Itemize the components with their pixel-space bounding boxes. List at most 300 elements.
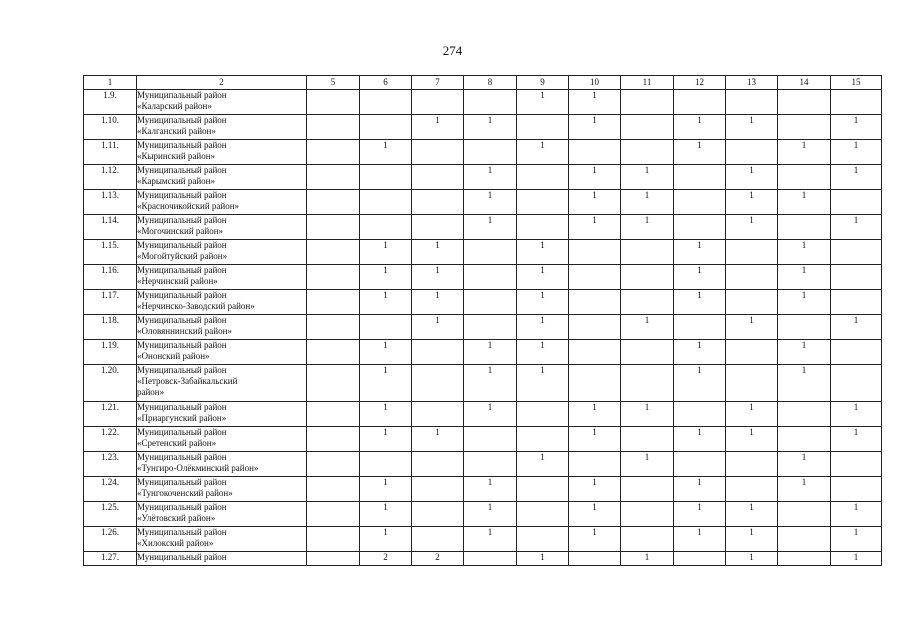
value-cell-col-7: 2 [412, 552, 464, 566]
value-cell-col-8: 1 [464, 190, 517, 215]
district-name [137, 265, 307, 290]
value-cell-col-14 [778, 502, 831, 527]
value-cell-col-11 [621, 527, 674, 552]
value-cell-col-12: 1 [674, 140, 726, 165]
value-cell-col-12 [674, 402, 726, 427]
value-cell-col-10 [569, 452, 621, 477]
value-cell-col-15 [831, 265, 882, 290]
district-name-line: Муниципальный район [137, 315, 227, 325]
value-cell-col-11 [621, 115, 674, 140]
value-cell-col-14 [778, 165, 831, 190]
row-number: 1.27. [84, 552, 137, 566]
value-cell-col-5 [307, 315, 360, 340]
value-cell-col-8 [464, 315, 517, 340]
value-cell-col-15 [831, 240, 882, 265]
value-cell-col-13 [726, 290, 778, 315]
value-cell-col-5 [307, 340, 360, 365]
table-row [84, 402, 882, 427]
row-number: 1.19. [84, 340, 137, 365]
row-number: 1.9. [84, 90, 137, 115]
value-cell-col-5 [307, 502, 360, 527]
value-cell-col-14: 1 [778, 477, 831, 502]
column-header-1: 1 [84, 76, 137, 90]
value-cell-col-12: 1 [674, 477, 726, 502]
district-name-line: «Могочинский район» [137, 226, 224, 236]
value-cell-col-7 [412, 452, 464, 477]
value-cell-col-6 [360, 452, 412, 477]
district-name-line: «Сретенский район» [137, 438, 217, 448]
value-cell-col-5 [307, 552, 360, 566]
value-cell-col-12 [674, 190, 726, 215]
district-name-line: «Оловяннинский район» [137, 326, 232, 336]
value-cell-col-15: 1 [831, 527, 882, 552]
value-cell-col-10: 1 [569, 477, 621, 502]
value-cell-col-8: 1 [464, 502, 517, 527]
value-cell-col-5 [307, 365, 360, 402]
table-row [84, 315, 882, 340]
district-name-line: «Тунгиро-Олёкминский район» [137, 463, 259, 473]
column-header-10: 10 [569, 76, 621, 90]
value-cell-col-8 [464, 265, 517, 290]
value-cell-col-14: 1 [778, 340, 831, 365]
district-name-line: Муниципальный район [137, 552, 227, 562]
value-cell-col-11 [621, 240, 674, 265]
value-cell-col-13 [726, 452, 778, 477]
district-name-line: Муниципальный район [137, 140, 227, 150]
value-cell-col-8 [464, 552, 517, 566]
value-cell-col-6: 1 [360, 265, 412, 290]
value-cell-col-5 [307, 140, 360, 165]
value-cell-col-7: 1 [412, 265, 464, 290]
value-cell-col-12: 1 [674, 240, 726, 265]
value-cell-col-15 [831, 190, 882, 215]
district-name [137, 402, 307, 427]
value-cell-col-7 [412, 365, 464, 402]
value-cell-col-8: 1 [464, 340, 517, 365]
value-cell-col-9 [517, 427, 569, 452]
value-cell-col-10 [569, 140, 621, 165]
value-cell-col-12 [674, 452, 726, 477]
value-cell-col-15 [831, 90, 882, 115]
table-header [84, 76, 882, 90]
value-cell-col-6: 1 [360, 477, 412, 502]
value-cell-col-11 [621, 502, 674, 527]
value-cell-col-13: 1 [726, 502, 778, 527]
value-cell-col-7: 1 [412, 240, 464, 265]
value-cell-col-9 [517, 190, 569, 215]
value-cell-col-9 [517, 215, 569, 240]
value-cell-col-14: 1 [778, 290, 831, 315]
value-cell-col-15: 1 [831, 427, 882, 452]
district-name [137, 340, 307, 365]
table-row [84, 140, 882, 165]
value-cell-col-6 [360, 190, 412, 215]
value-cell-col-7 [412, 215, 464, 240]
value-cell-col-8: 1 [464, 527, 517, 552]
page-number: 274 [442, 43, 463, 58]
value-cell-col-14 [778, 315, 831, 340]
value-cell-col-9: 1 [517, 240, 569, 265]
value-cell-col-12: 1 [674, 290, 726, 315]
value-cell-col-15: 1 [831, 215, 882, 240]
value-cell-col-12 [674, 552, 726, 566]
district-name [137, 452, 307, 477]
value-cell-col-6: 1 [360, 340, 412, 365]
value-cell-col-6 [360, 315, 412, 340]
value-cell-col-14 [778, 90, 831, 115]
value-cell-col-10: 1 [569, 215, 621, 240]
value-cell-col-13: 1 [726, 165, 778, 190]
district-name [137, 290, 307, 315]
value-cell-col-9 [517, 115, 569, 140]
value-cell-col-13 [726, 140, 778, 165]
table-row [84, 452, 882, 477]
value-cell-col-6 [360, 115, 412, 140]
table-row [84, 240, 882, 265]
value-cell-col-12: 1 [674, 527, 726, 552]
district-name [137, 140, 307, 165]
row-number: 1.24. [84, 477, 137, 502]
value-cell-col-5 [307, 477, 360, 502]
value-cell-col-15 [831, 477, 882, 502]
value-cell-col-10: 1 [569, 115, 621, 140]
value-cell-col-9: 1 [517, 90, 569, 115]
value-cell-col-12 [674, 215, 726, 240]
value-cell-col-14 [778, 115, 831, 140]
row-number: 1.25. [84, 502, 137, 527]
district-name-line: Муниципальный район [137, 240, 227, 250]
value-cell-col-11 [621, 90, 674, 115]
district-name-line: «Приаргунский район» [137, 413, 227, 423]
value-cell-col-9 [517, 477, 569, 502]
value-cell-col-11: 1 [621, 215, 674, 240]
district-name [137, 527, 307, 552]
district-name-line: Муниципальный район [137, 190, 227, 200]
value-cell-col-5 [307, 165, 360, 190]
value-cell-col-6: 1 [360, 240, 412, 265]
value-cell-col-9: 1 [517, 365, 569, 402]
value-cell-col-15: 1 [831, 502, 882, 527]
district-name-line: Муниципальный район [137, 115, 227, 125]
value-cell-col-11 [621, 365, 674, 402]
district-name [137, 165, 307, 190]
district-name [137, 115, 307, 140]
value-cell-col-7 [412, 90, 464, 115]
value-cell-col-10 [569, 240, 621, 265]
value-cell-col-6 [360, 215, 412, 240]
value-cell-col-12: 1 [674, 427, 726, 452]
column-header-11: 11 [621, 76, 674, 90]
value-cell-col-15 [831, 452, 882, 477]
row-number: 1.20. [84, 365, 137, 402]
district-name-line: Муниципальный район [137, 427, 227, 437]
value-cell-col-9: 1 [517, 315, 569, 340]
row-number: 1.22. [84, 427, 137, 452]
value-cell-col-11 [621, 427, 674, 452]
value-cell-col-11 [621, 290, 674, 315]
district-name-line: Муниципальный район [137, 527, 227, 537]
value-cell-col-14: 1 [778, 365, 831, 402]
value-cell-col-15: 1 [831, 552, 882, 566]
value-cell-col-9 [517, 165, 569, 190]
value-cell-col-10 [569, 265, 621, 290]
row-number: 1.16. [84, 265, 137, 290]
district-name-line: «Нерчинский район» [137, 276, 218, 286]
value-cell-col-7 [412, 140, 464, 165]
value-cell-col-8 [464, 240, 517, 265]
district-name [137, 502, 307, 527]
district-name-line: район» [137, 387, 165, 397]
value-cell-col-10 [569, 552, 621, 566]
value-cell-col-13 [726, 340, 778, 365]
district-name-line: «Карымский район» [137, 176, 215, 186]
table-row [84, 90, 882, 115]
column-header-5: 5 [307, 76, 360, 90]
table-row [84, 115, 882, 140]
value-cell-col-12: 1 [674, 115, 726, 140]
value-cell-col-6: 1 [360, 365, 412, 402]
value-cell-col-15 [831, 365, 882, 402]
district-name-line: Муниципальный район [137, 365, 227, 375]
value-cell-col-10 [569, 365, 621, 402]
value-cell-col-6: 1 [360, 402, 412, 427]
district-name-line: «Ононский район» [137, 351, 210, 361]
value-cell-col-5 [307, 190, 360, 215]
value-cell-col-6: 1 [360, 140, 412, 165]
value-cell-col-5 [307, 265, 360, 290]
value-cell-col-9: 1 [517, 552, 569, 566]
column-header-13: 13 [726, 76, 778, 90]
value-cell-col-14: 1 [778, 452, 831, 477]
value-cell-col-9: 1 [517, 340, 569, 365]
value-cell-col-5 [307, 427, 360, 452]
table-row [84, 365, 882, 402]
value-cell-col-10: 1 [569, 402, 621, 427]
value-cell-col-9: 1 [517, 290, 569, 315]
value-cell-col-10: 1 [569, 190, 621, 215]
value-cell-col-9: 1 [517, 140, 569, 165]
value-cell-col-8: 1 [464, 402, 517, 427]
value-cell-col-7 [412, 477, 464, 502]
district-name [137, 552, 307, 566]
column-header-2: 2 [137, 76, 307, 90]
district-table [83, 75, 882, 566]
value-cell-col-11: 1 [621, 552, 674, 566]
value-cell-col-5 [307, 290, 360, 315]
value-cell-col-13 [726, 477, 778, 502]
value-cell-col-12 [674, 165, 726, 190]
value-cell-col-7 [412, 340, 464, 365]
value-cell-col-8: 1 [464, 477, 517, 502]
value-cell-col-10: 1 [569, 427, 621, 452]
district-name-line: «Хилокский район» [137, 538, 214, 548]
district-name-line: «Каларский район» [137, 101, 212, 111]
value-cell-col-15: 1 [831, 402, 882, 427]
value-cell-col-7: 1 [412, 290, 464, 315]
value-cell-col-8 [464, 290, 517, 315]
district-name-line: «Кыринский район» [137, 151, 216, 161]
value-cell-col-5 [307, 402, 360, 427]
row-number: 1.21. [84, 402, 137, 427]
column-header-8: 8 [464, 76, 517, 90]
value-cell-col-11: 1 [621, 402, 674, 427]
value-cell-col-8: 1 [464, 215, 517, 240]
value-cell-col-12 [674, 315, 726, 340]
district-name-line: Муниципальный район [137, 90, 227, 100]
district-name-line: «Нерчинско-Заводский район» [137, 301, 255, 311]
value-cell-col-10 [569, 290, 621, 315]
value-cell-col-10: 1 [569, 90, 621, 115]
table-body [84, 90, 882, 566]
value-cell-col-6: 2 [360, 552, 412, 566]
value-cell-col-15: 1 [831, 140, 882, 165]
value-cell-col-13: 1 [726, 190, 778, 215]
value-cell-col-7: 1 [412, 115, 464, 140]
value-cell-col-15 [831, 340, 882, 365]
district-name [137, 365, 307, 402]
value-cell-col-11 [621, 140, 674, 165]
value-cell-col-8: 1 [464, 365, 517, 402]
value-cell-col-13 [726, 365, 778, 402]
district-name [137, 477, 307, 502]
value-cell-col-8 [464, 140, 517, 165]
row-number: 1.26. [84, 527, 137, 552]
district-name-line: «Тунгокоченский район» [137, 488, 233, 498]
value-cell-col-8 [464, 427, 517, 452]
column-header-12: 12 [674, 76, 726, 90]
value-cell-col-14 [778, 402, 831, 427]
value-cell-col-15: 1 [831, 315, 882, 340]
value-cell-col-6: 1 [360, 527, 412, 552]
row-number: 1.10. [84, 115, 137, 140]
value-cell-col-13: 1 [726, 527, 778, 552]
table-row [84, 527, 882, 552]
value-cell-col-13: 1 [726, 115, 778, 140]
district-name [137, 90, 307, 115]
value-cell-col-6 [360, 165, 412, 190]
row-number: 1.18. [84, 315, 137, 340]
value-cell-col-10 [569, 315, 621, 340]
value-cell-col-12: 1 [674, 340, 726, 365]
value-cell-col-11: 1 [621, 190, 674, 215]
column-header-6: 6 [360, 76, 412, 90]
value-cell-col-12 [674, 90, 726, 115]
value-cell-col-6: 1 [360, 427, 412, 452]
table-row [84, 340, 882, 365]
district-name-line: Муниципальный район [137, 502, 227, 512]
row-number: 1.11. [84, 140, 137, 165]
value-cell-col-9 [517, 502, 569, 527]
value-cell-col-5 [307, 215, 360, 240]
value-cell-col-9 [517, 402, 569, 427]
district-name-line: Муниципальный район [137, 340, 227, 350]
value-cell-col-12: 1 [674, 502, 726, 527]
value-cell-col-7: 1 [412, 427, 464, 452]
table-row [84, 215, 882, 240]
district-name-line: Муниципальный район [137, 477, 227, 487]
value-cell-col-9 [517, 527, 569, 552]
value-cell-col-11: 1 [621, 315, 674, 340]
table-row [84, 502, 882, 527]
value-cell-col-15 [831, 290, 882, 315]
column-header-9: 9 [517, 76, 569, 90]
value-cell-col-10: 1 [569, 527, 621, 552]
column-header-15: 15 [831, 76, 882, 90]
district-name-line: «Улётовский район» [137, 513, 216, 523]
value-cell-col-8: 1 [464, 115, 517, 140]
district-name-line: Муниципальный район [137, 402, 227, 412]
table-row [84, 552, 882, 566]
value-cell-col-13: 1 [726, 552, 778, 566]
table-row [84, 477, 882, 502]
district-name-line: Муниципальный район [137, 215, 227, 225]
value-cell-col-12: 1 [674, 365, 726, 402]
value-cell-col-6 [360, 90, 412, 115]
district-name [137, 215, 307, 240]
value-cell-col-5 [307, 240, 360, 265]
value-cell-col-9: 1 [517, 452, 569, 477]
row-number: 1.14. [84, 215, 137, 240]
value-cell-col-5 [307, 90, 360, 115]
value-cell-col-5 [307, 115, 360, 140]
value-cell-col-14: 1 [778, 190, 831, 215]
value-cell-col-15: 1 [831, 165, 882, 190]
table-row [84, 190, 882, 215]
column-header-7: 7 [412, 76, 464, 90]
value-cell-col-12: 1 [674, 265, 726, 290]
value-cell-col-11 [621, 265, 674, 290]
value-cell-col-14 [778, 427, 831, 452]
value-cell-col-11: 1 [621, 452, 674, 477]
value-cell-col-5 [307, 527, 360, 552]
value-cell-col-8: 1 [464, 165, 517, 190]
district-name-line: Муниципальный район [137, 452, 227, 462]
value-cell-col-13 [726, 240, 778, 265]
value-cell-col-14 [778, 552, 831, 566]
value-cell-col-11 [621, 477, 674, 502]
header-row [84, 76, 882, 90]
table-row [84, 165, 882, 190]
district-name-line: «Могойтуйский район» [137, 251, 228, 261]
table-row [84, 265, 882, 290]
value-cell-col-11: 1 [621, 165, 674, 190]
row-number: 1.23. [84, 452, 137, 477]
value-cell-col-13 [726, 265, 778, 290]
value-cell-col-8 [464, 452, 517, 477]
value-cell-col-14 [778, 527, 831, 552]
value-cell-col-15: 1 [831, 115, 882, 140]
district-name [137, 427, 307, 452]
value-cell-col-7: 1 [412, 315, 464, 340]
value-cell-col-7 [412, 165, 464, 190]
value-cell-col-7 [412, 402, 464, 427]
row-number: 1.15. [84, 240, 137, 265]
value-cell-col-10 [569, 340, 621, 365]
value-cell-col-7 [412, 190, 464, 215]
district-name-line: «Петровск-Забайкальский [137, 376, 238, 386]
district-name-line: «Красночикойский район» [137, 201, 240, 211]
value-cell-col-7 [412, 502, 464, 527]
value-cell-col-10: 1 [569, 165, 621, 190]
value-cell-col-10: 1 [569, 502, 621, 527]
value-cell-col-6: 1 [360, 502, 412, 527]
table-row [84, 290, 882, 315]
column-header-14: 14 [778, 76, 831, 90]
value-cell-col-5 [307, 452, 360, 477]
value-cell-col-11 [621, 340, 674, 365]
value-cell-col-14 [778, 215, 831, 240]
value-cell-col-7 [412, 527, 464, 552]
